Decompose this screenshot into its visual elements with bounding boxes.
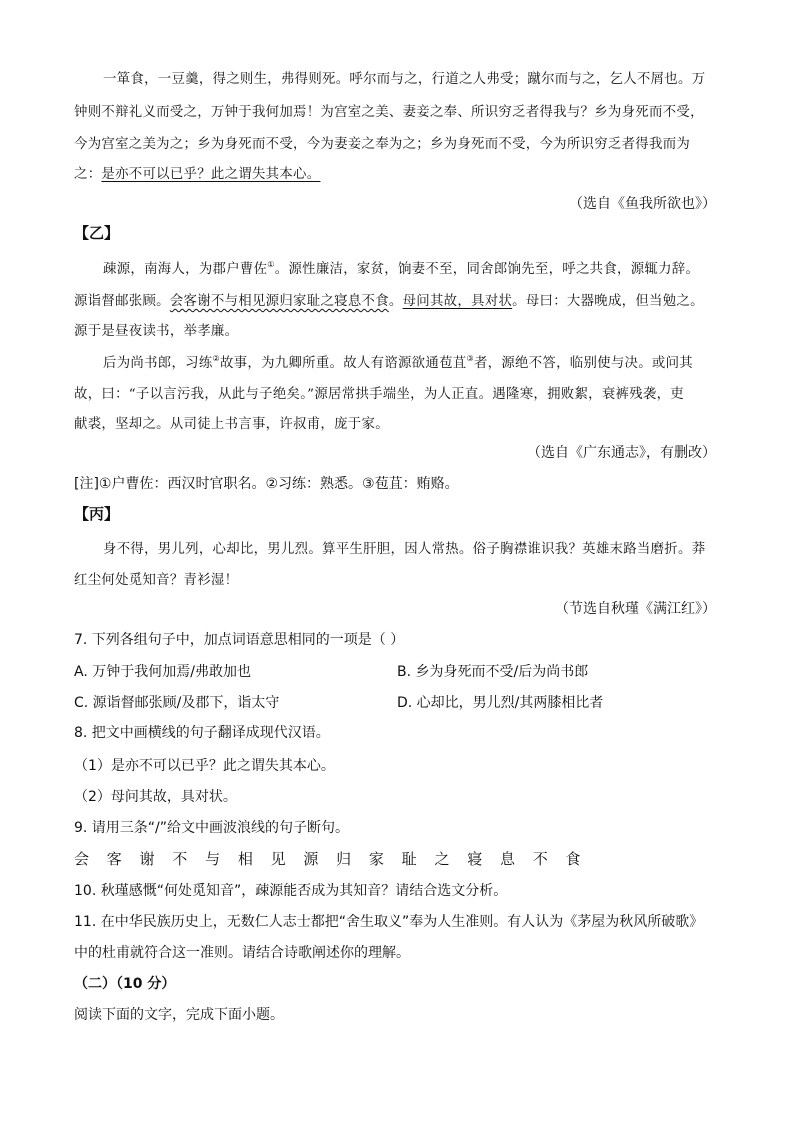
yi-line-6: 献裘，坚却之。从司徒上书言事，许叔甫，庞于家。	[74, 417, 389, 432]
question-8: 8. 把文中画横线的句子翻译成现代汉语。	[74, 725, 330, 741]
yi-wavy-sentence: 会客谢不与相见源归家耻之寝息不食	[169, 294, 389, 309]
jia-line-4-prefix: 之：	[74, 167, 102, 182]
yi-line-4b: 故事，为九卿所重。故人有谘源欲通苞苴	[220, 356, 467, 371]
yi-line-4c: 者，源绝不答，临别使与决。或问其	[473, 356, 693, 371]
yi-line-5: 故，曰：“子以言污我，从此与子绝矣。”源居常拱手端坐，为人正直。遇隆寒，拥败絮，衰裤残袭，吏	[74, 387, 684, 402]
q7-option-c: C. 源诣督邮张顾/及郡下，诣太守	[74, 695, 280, 711]
yi-line-4a: 后为尚书郎，习练	[103, 356, 213, 371]
jia-line-2: 钟则不辩礼义而受之，万钟于我何加焉！为宫室之美、妻妾之奉、所识穷乏者得我与？乡为身死而不受，	[74, 105, 704, 120]
question-8-1: （1）是亦不可以已乎？此之谓失其本心。	[74, 758, 335, 774]
yi-line-3: 源于是昼夜读书，举孝廉。	[74, 324, 239, 339]
yi-line-2-prefix: 源诣督邮张顾。	[74, 294, 170, 309]
bing-line-1: 身不得，男儿列，心却比，男儿烈。算平生肝胆，因人常热。俗子胸襟谁识我？英雄末路当磨折。莽	[103, 542, 706, 557]
yi-underlined-sentence: 母问其故，具对状	[402, 294, 513, 309]
yi-source: （选自《广东通志》，有删改）	[527, 445, 716, 461]
question-7: 7. 下列各组句子中，加点词语意思相同的一项是（ ）	[74, 632, 405, 648]
yi-line-1a: 疎源，南海人，为郡户曹佐	[103, 262, 268, 277]
yi-line-2-suffix: 。母曰：大器晚成，但当勉之。	[512, 294, 704, 309]
jia-line-3: 今为宫室之美为之；乡为身死而不受，今为妻妾之奉为之；乡为身死而不受，今为所识穷乏者得我而为	[74, 137, 691, 152]
section-2-heading: （二）（10 分）	[74, 976, 176, 992]
jia-source: （选自《鱼我所欲也》）	[569, 196, 716, 212]
question-8-2: （2）母问其故，具对状。	[74, 789, 237, 805]
yi-line-2-mid: 。	[388, 294, 403, 309]
question-11-line-1: 11. 在中华民族历史上，无数仁人志士都把“舍生取义”奉为人生准则。有人认为《茅屋为秋风所破歌》	[74, 914, 704, 930]
q7-option-d: D. 心却比，男儿烈/其两膝相比者	[397, 695, 604, 711]
jia-underlined-sentence: 是亦不可以已乎？此之谓失其本心。	[101, 167, 321, 182]
yi-line-1	[103, 258, 699, 277]
note-marker-1: ①	[267, 260, 275, 269]
jia-line-4	[74, 163, 320, 182]
question-9-sentence: 会 客 谢 不 与 相 见 源 归 家 耻 之 寝 息 不 食	[74, 850, 588, 868]
note-marker-3: ③	[466, 354, 474, 363]
annotation-notes: [注]①户曹佐：西汉时官职名。②习练：熟悉。③苞苴：贿赂。	[74, 476, 459, 492]
note-marker-2: ②	[212, 354, 221, 363]
bing-source: （节选自秋瑾《满江红》）	[555, 601, 716, 617]
jia-line-1: 一箪食，一豆羹，得之则生，弗得则死。呼尔而与之，行道之人弗受；蹴尔而与之，乞人不屑也。万	[103, 72, 706, 87]
question-10: 10. 秋瑾感慨“何处觅知音”，疎源能否成为其知音？请结合选文分析。	[74, 883, 508, 899]
question-9: 9. 请用三条“/”给文中画波浪线的句子断句。	[74, 820, 350, 836]
bing-line-2: 红尘何处觅知音？青衫湿！	[74, 573, 239, 588]
question-11-line-2: 中的杜甫就符合这一准则。请结合诗歌阐述你的理解。	[74, 945, 410, 961]
q7-option-b: B. 乡为身死而不受/后为尚书郎	[397, 664, 589, 680]
yi-line-4	[103, 352, 693, 371]
yi-line-1b: 。源性廉洁，家贫，饷妻不至，同舍郎饷先至，呼之共食，源辄力辞。	[274, 262, 700, 277]
label-yi: 【乙】	[74, 224, 120, 242]
section-2-instruction: 阅读下面的文字，完成下面小题。	[74, 1007, 284, 1023]
yi-line-2	[74, 290, 704, 309]
q7-option-a: A. 万钟于我何加焉/弗敢加也	[74, 664, 251, 680]
label-bing: 【丙】	[74, 505, 120, 523]
